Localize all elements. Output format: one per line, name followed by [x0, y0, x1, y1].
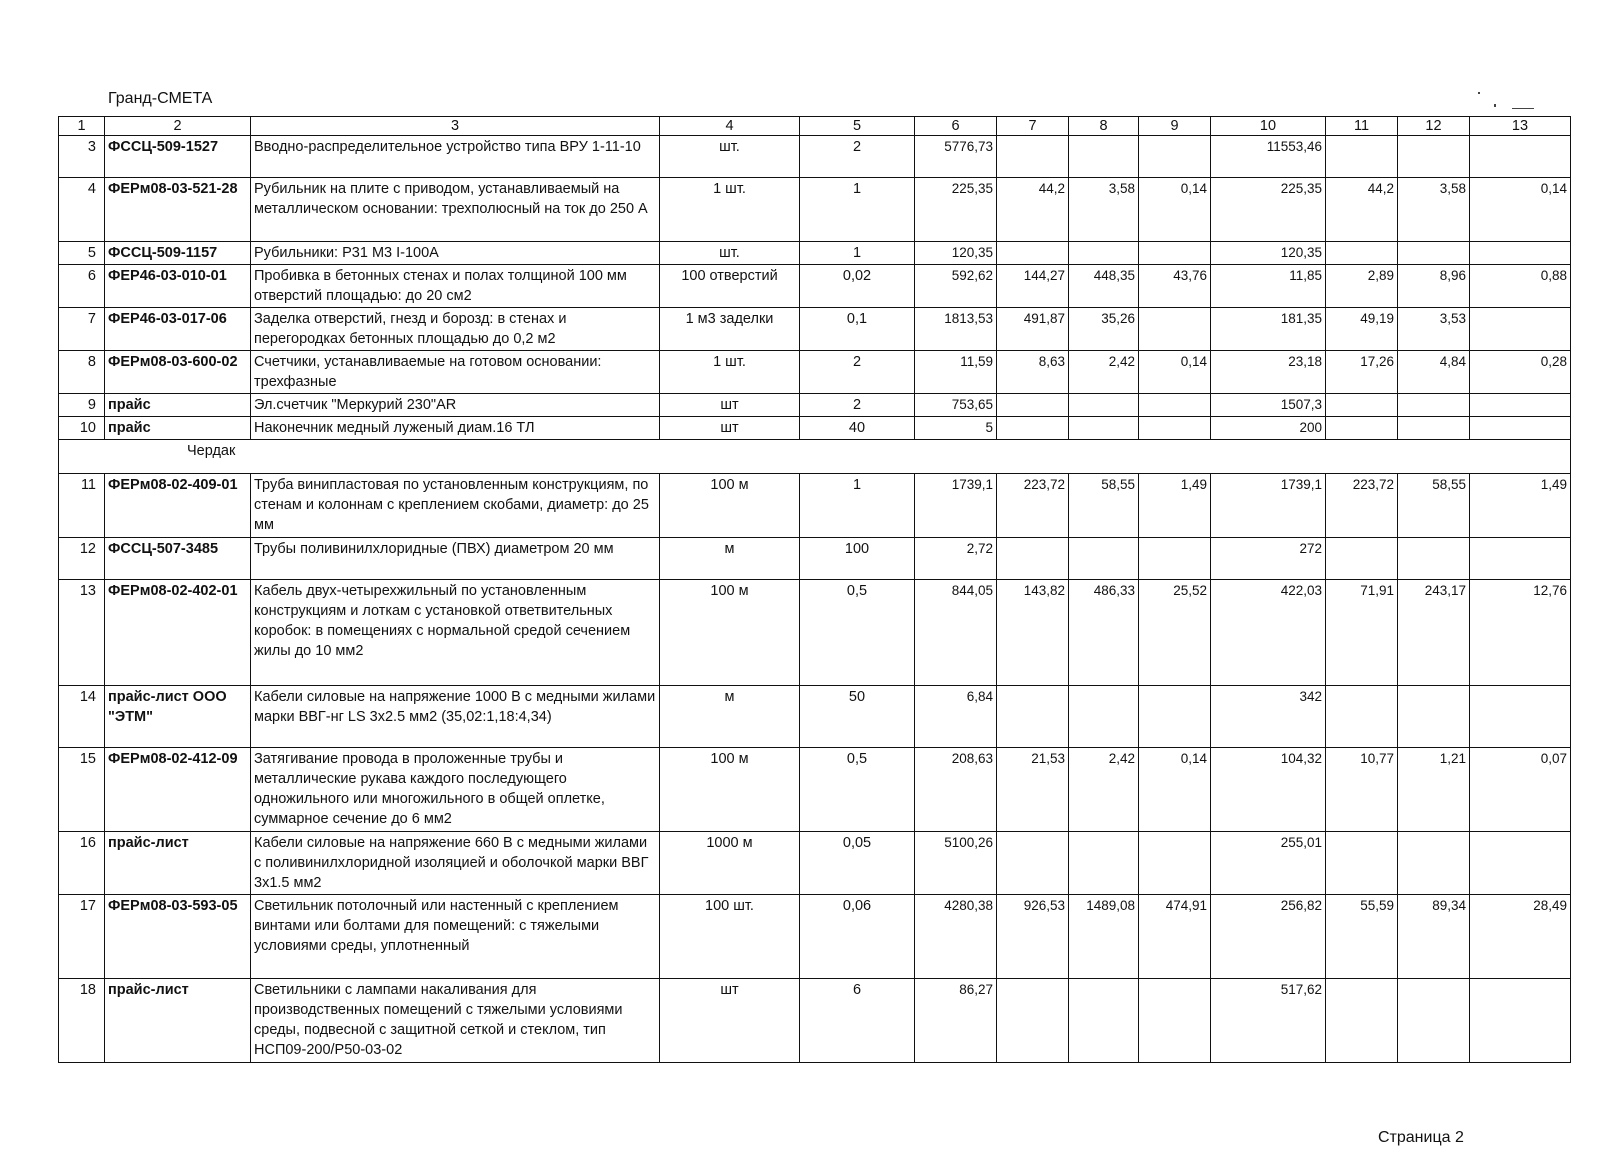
total-machine-cell [1398, 979, 1470, 1063]
name-cell: Кабели силовые на напряжение 1000 В с медными жилами марки ВВГ-нг LS 3х2.5 мм2 (35,02:1,18:4,34) [251, 686, 660, 748]
unit-cost-cell: 2,72 [915, 538, 997, 580]
column-header: 12 [1398, 117, 1470, 136]
unit-machinist-wage-cell [1139, 686, 1211, 748]
total-cost-cell: 517,62 [1211, 979, 1326, 1063]
quantity-cell: 0,05 [800, 832, 915, 895]
column-header: 7 [997, 117, 1069, 136]
column-header: 2 [105, 117, 251, 136]
code-cell: ФЕРм08-03-600-02 [105, 351, 251, 394]
unit-machine-cell: 486,33 [1069, 580, 1139, 686]
total-machinist-wage-cell [1470, 832, 1571, 895]
total-cost-cell: 11,85 [1211, 265, 1326, 308]
quantity-cell: 0,06 [800, 895, 915, 979]
unit-cell: шт [660, 394, 800, 417]
table-row [59, 538, 1571, 580]
total-machine-cell: 3,58 [1398, 178, 1470, 242]
unit-wage-cell [997, 686, 1069, 748]
unit-cell: шт. [660, 242, 800, 265]
quantity-cell: 2 [800, 394, 915, 417]
total-machine-cell: 58,55 [1398, 474, 1470, 538]
total-wage-cell [1326, 832, 1398, 895]
unit-wage-cell: 223,72 [997, 474, 1069, 538]
row-number: 7 [59, 308, 105, 351]
unit-cell: шт. [660, 136, 800, 178]
total-cost-cell: 255,01 [1211, 832, 1326, 895]
name-cell: Светильник потолочный или настенный с креплением винтами или болтами для помещений: с тяжелыми условиями среды, уплотненный [251, 895, 660, 979]
table-row [59, 748, 1571, 832]
code-cell: прайс [105, 417, 251, 440]
column-header: 13 [1470, 117, 1571, 136]
unit-cost-cell: 120,35 [915, 242, 997, 265]
unit-cell: 100 отверстий [660, 265, 800, 308]
name-cell: Наконечник медный луженый диам.16 ТЛ [251, 417, 660, 440]
unit-wage-cell [997, 417, 1069, 440]
name-cell: Счетчики, устанавливаемые на готовом основании: трехфазные [251, 351, 660, 394]
code-cell: ФССЦ-509-1157 [105, 242, 251, 265]
unit-cost-cell: 208,63 [915, 748, 997, 832]
total-machinist-wage-cell [1470, 686, 1571, 748]
quantity-cell: 100 [800, 538, 915, 580]
total-machine-cell: 4,84 [1398, 351, 1470, 394]
total-machine-cell: 243,17 [1398, 580, 1470, 686]
total-cost-cell: 23,18 [1211, 351, 1326, 394]
code-cell: прайс-лист [105, 979, 251, 1063]
table-row [59, 265, 1571, 308]
table-row [59, 580, 1571, 686]
unit-machinist-wage-cell [1139, 832, 1211, 895]
unit-wage-cell [997, 242, 1069, 265]
row-number: 15 [59, 748, 105, 832]
total-cost-cell: 225,35 [1211, 178, 1326, 242]
total-machine-cell: 8,96 [1398, 265, 1470, 308]
total-wage-cell: 44,2 [1326, 178, 1398, 242]
unit-machine-cell [1069, 686, 1139, 748]
total-wage-cell: 55,59 [1326, 895, 1398, 979]
total-wage-cell: 17,26 [1326, 351, 1398, 394]
code-cell: ФЕР46-03-017-06 [105, 308, 251, 351]
unit-cost-cell: 1739,1 [915, 474, 997, 538]
unit-machinist-wage-cell [1139, 136, 1211, 178]
total-machine-cell [1398, 242, 1470, 265]
unit-machine-cell: 2,42 [1069, 748, 1139, 832]
total-cost-cell: 200 [1211, 417, 1326, 440]
unit-machine-cell [1069, 832, 1139, 895]
row-number: 17 [59, 895, 105, 979]
unit-machine-cell [1069, 136, 1139, 178]
unit-machine-cell [1069, 417, 1139, 440]
total-machinist-wage-cell: 1,49 [1470, 474, 1571, 538]
unit-machinist-wage-cell: 25,52 [1139, 580, 1211, 686]
name-cell: Светильники с лампами накаливания для производственных помещений с тяжелыми условиями среды, подвесной с защитной сеткой и стеклом, тип НСП09-200/Р50-03-02 [251, 979, 660, 1063]
code-cell: ФССЦ-509-1527 [105, 136, 251, 178]
total-wage-cell [1326, 394, 1398, 417]
total-machinist-wage-cell: 12,76 [1470, 580, 1571, 686]
quantity-cell: 0,1 [800, 308, 915, 351]
quantity-cell: 2 [800, 351, 915, 394]
unit-machinist-wage-cell [1139, 394, 1211, 417]
total-machinist-wage-cell [1470, 136, 1571, 178]
table-row [59, 351, 1571, 394]
quantity-cell: 0,5 [800, 580, 915, 686]
unit-cost-cell: 225,35 [915, 178, 997, 242]
section-title: Чердак [59, 440, 1571, 474]
table-row [59, 474, 1571, 538]
row-number: 4 [59, 178, 105, 242]
unit-cost-cell: 11,59 [915, 351, 997, 394]
total-wage-cell [1326, 417, 1398, 440]
total-cost-cell: 11553,46 [1211, 136, 1326, 178]
total-machinist-wage-cell: 0,88 [1470, 265, 1571, 308]
total-wage-cell: 71,91 [1326, 580, 1398, 686]
total-machinist-wage-cell [1470, 538, 1571, 580]
unit-wage-cell [997, 538, 1069, 580]
unit-cell: 100 м [660, 748, 800, 832]
total-machinist-wage-cell: 0,07 [1470, 748, 1571, 832]
total-cost-cell: 181,35 [1211, 308, 1326, 351]
table-row [59, 178, 1571, 242]
quantity-cell: 50 [800, 686, 915, 748]
quantity-cell: 1 [800, 178, 915, 242]
scan-speck [1478, 92, 1480, 94]
column-header: 3 [251, 117, 660, 136]
column-header: 5 [800, 117, 915, 136]
total-machinist-wage-cell [1470, 242, 1571, 265]
unit-cost-cell: 5 [915, 417, 997, 440]
scan-speck [1494, 104, 1496, 107]
code-cell: прайс [105, 394, 251, 417]
unit-wage-cell: 21,53 [997, 748, 1069, 832]
section-row [59, 440, 1571, 474]
table-row [59, 686, 1571, 748]
table-row [59, 895, 1571, 979]
unit-machinist-wage-cell [1139, 242, 1211, 265]
unit-wage-cell: 144,27 [997, 265, 1069, 308]
total-cost-cell: 1739,1 [1211, 474, 1326, 538]
unit-machinist-wage-cell: 43,76 [1139, 265, 1211, 308]
total-machinist-wage-cell [1470, 417, 1571, 440]
total-machine-cell [1398, 686, 1470, 748]
unit-cell: шт [660, 979, 800, 1063]
unit-machine-cell [1069, 242, 1139, 265]
total-machine-cell [1398, 394, 1470, 417]
total-machinist-wage-cell: 28,49 [1470, 895, 1571, 979]
quantity-cell: 2 [800, 136, 915, 178]
quantity-cell: 1 [800, 242, 915, 265]
total-machinist-wage-cell [1470, 394, 1571, 417]
column-header: 6 [915, 117, 997, 136]
row-number: 12 [59, 538, 105, 580]
unit-machinist-wage-cell: 0,14 [1139, 178, 1211, 242]
unit-cell: 100 шт. [660, 895, 800, 979]
total-wage-cell [1326, 136, 1398, 178]
name-cell: Эл.счетчик "Меркурий 230"AR [251, 394, 660, 417]
unit-machine-cell: 35,26 [1069, 308, 1139, 351]
unit-machine-cell: 58,55 [1069, 474, 1139, 538]
unit-cost-cell: 86,27 [915, 979, 997, 1063]
name-cell: Пробивка в бетонных стенах и полах толщиной 100 мм отверстий площадью: до 20 см2 [251, 265, 660, 308]
unit-machine-cell [1069, 979, 1139, 1063]
name-cell: Труба винипластовая по установленным конструкциям, по стенам и колоннам с креплением скобами, диаметр: до 25 мм [251, 474, 660, 538]
column-header: 4 [660, 117, 800, 136]
unit-machinist-wage-cell [1139, 979, 1211, 1063]
code-cell: ФЕРм08-03-521-28 [105, 178, 251, 242]
column-header: 11 [1326, 117, 1398, 136]
total-cost-cell: 422,03 [1211, 580, 1326, 686]
unit-machinist-wage-cell [1139, 417, 1211, 440]
row-number: 11 [59, 474, 105, 538]
total-wage-cell [1326, 538, 1398, 580]
total-machine-cell [1398, 538, 1470, 580]
unit-cell: 1 м3 заделки [660, 308, 800, 351]
code-cell: ФЕРм08-02-409-01 [105, 474, 251, 538]
name-cell: Рубильники: Р31 М3 I-100А [251, 242, 660, 265]
unit-machine-cell: 3,58 [1069, 178, 1139, 242]
total-cost-cell: 104,32 [1211, 748, 1326, 832]
unit-cell: 1 шт. [660, 178, 800, 242]
code-cell: ФЕРм08-02-412-09 [105, 748, 251, 832]
unit-cell: 1000 м [660, 832, 800, 895]
page-number: Страница 2 [1378, 1129, 1464, 1146]
row-number: 14 [59, 686, 105, 748]
unit-machinist-wage-cell: 0,14 [1139, 748, 1211, 832]
total-wage-cell [1326, 686, 1398, 748]
unit-cost-cell: 4280,38 [915, 895, 997, 979]
name-cell: Кабели силовые на напряжение 660 В с медными жилами с поливинилхлоридной изоляцией и оболочкой марки ВВГ 3х1.5 мм2 [251, 832, 660, 895]
row-number: 5 [59, 242, 105, 265]
total-cost-cell: 120,35 [1211, 242, 1326, 265]
unit-cell: м [660, 686, 800, 748]
table-row [59, 242, 1571, 265]
total-wage-cell [1326, 979, 1398, 1063]
total-wage-cell: 223,72 [1326, 474, 1398, 538]
table-row [59, 832, 1571, 895]
estimate-table [58, 116, 1571, 1063]
table-row [59, 394, 1571, 417]
name-cell: Затягивание провода в проложенные трубы и металлические рукава каждого последующего одножильного или многожильного в общей оплетке, суммарное сечение до 6 мм2 [251, 748, 660, 832]
name-cell: Кабель двух-четырехжильный по установленным конструкциям и лоткам с установкой ответвительных коробок: в помещениях с нормальной средой сечением жилы до 10 мм2 [251, 580, 660, 686]
unit-machinist-wage-cell: 474,91 [1139, 895, 1211, 979]
total-cost-cell: 256,82 [1211, 895, 1326, 979]
unit-machine-cell: 2,42 [1069, 351, 1139, 394]
code-cell: ФЕР46-03-010-01 [105, 265, 251, 308]
total-machine-cell [1398, 417, 1470, 440]
unit-cost-cell: 5100,26 [915, 832, 997, 895]
quantity-cell: 0,02 [800, 265, 915, 308]
row-number: 8 [59, 351, 105, 394]
quantity-cell: 40 [800, 417, 915, 440]
unit-cell: 1 шт. [660, 351, 800, 394]
unit-cell: 100 м [660, 580, 800, 686]
table-row [59, 308, 1571, 351]
name-cell: Трубы поливинилхлоридные (ПВХ) диаметром 20 мм [251, 538, 660, 580]
unit-machine-cell [1069, 394, 1139, 417]
code-cell: прайс-лист ООО "ЭТМ" [105, 686, 251, 748]
unit-cell: шт [660, 417, 800, 440]
row-number: 10 [59, 417, 105, 440]
total-machinist-wage-cell [1470, 308, 1571, 351]
row-number: 6 [59, 265, 105, 308]
code-cell: ФССЦ-507-3485 [105, 538, 251, 580]
row-number: 3 [59, 136, 105, 178]
row-number: 16 [59, 832, 105, 895]
name-cell: Вводно-распределительное устройство типа ВРУ 1-11-10 [251, 136, 660, 178]
unit-cost-cell: 6,84 [915, 686, 997, 748]
total-wage-cell: 49,19 [1326, 308, 1398, 351]
table-row [59, 417, 1571, 440]
row-number: 18 [59, 979, 105, 1063]
unit-machine-cell [1069, 538, 1139, 580]
unit-cost-cell: 5776,73 [915, 136, 997, 178]
unit-wage-cell: 8,63 [997, 351, 1069, 394]
unit-wage-cell: 44,2 [997, 178, 1069, 242]
table-row [59, 979, 1571, 1063]
unit-wage-cell [997, 832, 1069, 895]
scan-speck [1512, 108, 1534, 109]
unit-machinist-wage-cell [1139, 538, 1211, 580]
total-machine-cell: 3,53 [1398, 308, 1470, 351]
app-title: Гранд-СМЕТА [108, 90, 213, 107]
unit-machine-cell: 1489,08 [1069, 895, 1139, 979]
unit-machine-cell: 448,35 [1069, 265, 1139, 308]
total-machine-cell: 89,34 [1398, 895, 1470, 979]
column-header: 9 [1139, 117, 1211, 136]
unit-machinist-wage-cell: 0,14 [1139, 351, 1211, 394]
row-number: 9 [59, 394, 105, 417]
total-wage-cell [1326, 242, 1398, 265]
total-cost-cell: 272 [1211, 538, 1326, 580]
table-row [59, 136, 1571, 178]
unit-cost-cell: 844,05 [915, 580, 997, 686]
total-machinist-wage-cell [1470, 979, 1571, 1063]
column-header: 1 [59, 117, 105, 136]
quantity-cell: 1 [800, 474, 915, 538]
quantity-cell: 6 [800, 979, 915, 1063]
unit-wage-cell [997, 136, 1069, 178]
unit-wage-cell: 143,82 [997, 580, 1069, 686]
total-wage-cell: 2,89 [1326, 265, 1398, 308]
total-machine-cell [1398, 136, 1470, 178]
unit-wage-cell: 926,53 [997, 895, 1069, 979]
unit-machinist-wage-cell: 1,49 [1139, 474, 1211, 538]
code-cell: ФЕРм08-03-593-05 [105, 895, 251, 979]
total-machine-cell: 1,21 [1398, 748, 1470, 832]
code-cell: ФЕРм08-02-402-01 [105, 580, 251, 686]
total-machinist-wage-cell: 0,28 [1470, 351, 1571, 394]
unit-machinist-wage-cell [1139, 308, 1211, 351]
name-cell: Заделка отверстий, гнезд и борозд: в стенах и перегородках бетонных площадью до 0,2 м2 [251, 308, 660, 351]
column-header: 8 [1069, 117, 1139, 136]
column-header-row [59, 117, 1571, 136]
code-cell: прайс-лист [105, 832, 251, 895]
unit-wage-cell: 491,87 [997, 308, 1069, 351]
unit-wage-cell [997, 979, 1069, 1063]
row-number: 13 [59, 580, 105, 686]
quantity-cell: 0,5 [800, 748, 915, 832]
unit-wage-cell [997, 394, 1069, 417]
unit-cost-cell: 592,62 [915, 265, 997, 308]
unit-cell: 100 м [660, 474, 800, 538]
estimate-table-body [59, 117, 1571, 1063]
total-wage-cell: 10,77 [1326, 748, 1398, 832]
name-cell: Рубильник на плите с приводом, устанавливаемый на металлическом основании: трехполюсный на ток до 250 А [251, 178, 660, 242]
unit-cost-cell: 1813,53 [915, 308, 997, 351]
total-cost-cell: 1507,3 [1211, 394, 1326, 417]
total-machine-cell [1398, 832, 1470, 895]
column-header: 10 [1211, 117, 1326, 136]
total-cost-cell: 342 [1211, 686, 1326, 748]
unit-cost-cell: 753,65 [915, 394, 997, 417]
unit-cell: м [660, 538, 800, 580]
total-machinist-wage-cell: 0,14 [1470, 178, 1571, 242]
